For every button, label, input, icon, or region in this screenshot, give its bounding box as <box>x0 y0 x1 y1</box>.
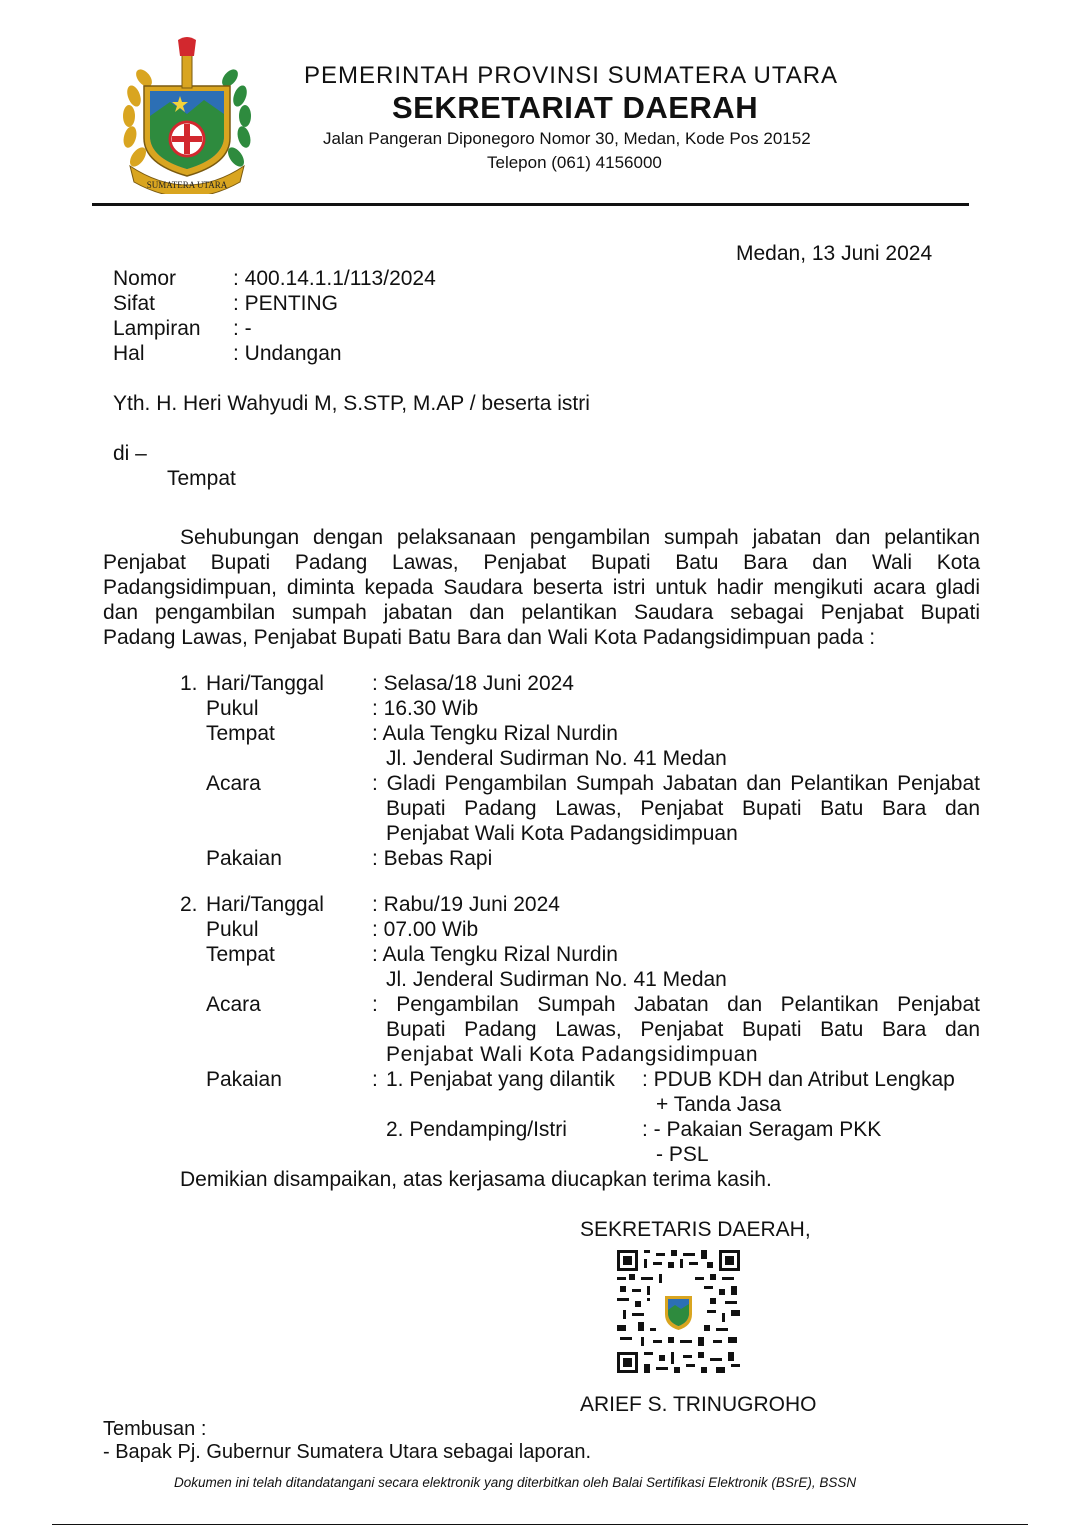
event1-tempat-label: Tempat <box>206 722 275 745</box>
letterhead-office: SEKRETARIAT DAERAH <box>392 90 759 125</box>
event2-pakaian-label: Pakaian <box>206 1068 282 1091</box>
body-line-3: Padangsidimpuan, diminta kepada Saudara beserta istri untuk hadir mengikuti acara gladi <box>103 576 980 599</box>
letter-date: Medan, 13 Juni 2024 <box>736 242 933 265</box>
event1-pukul-value: : 16.30 Wib <box>372 697 479 720</box>
event2-pakaian-item-2-extra: - PSL <box>656 1143 709 1166</box>
event2-tempat-address: Jl. Jenderal Sudirman No. 41 Medan <box>386 968 727 991</box>
province-crest-logo <box>120 36 254 194</box>
meta-label-nomor: Nomor <box>113 267 177 290</box>
meta-value-lampiran: : - <box>233 317 252 340</box>
signature-title: SEKRETARIS DAERAH, <box>580 1218 811 1241</box>
meta-value-hal: : Undangan <box>233 342 342 365</box>
closing-sentence: Demikian disampaikan, atas kerjasama diucapkan terima kasih. <box>180 1168 772 1191</box>
body-line-2: Penjabat Bupati Padang Lawas, Penjabat Bupati Batu Bara dan Wali Kota <box>103 551 980 574</box>
meta-value-sifat: : PENTING <box>233 292 339 315</box>
event2-pakaian-item-1-extra: + Tanda Jasa <box>656 1093 782 1116</box>
event1-acara-label: Acara <box>206 772 261 795</box>
event2-hari-label: Hari/Tanggal <box>206 893 324 916</box>
event1-number: 1. <box>180 672 198 695</box>
event2-pakaian-item-2: 2. Pendamping/Istri <box>386 1118 567 1141</box>
meta-label-hal: Hal <box>113 342 145 365</box>
event2-hari-value: : Rabu/19 Juni 2024 <box>372 893 560 916</box>
recipient-di: di – <box>113 442 147 465</box>
letterhead-government: PEMERINTAH PROVINSI SUMATERA UTARA <box>304 62 839 89</box>
event1-tempat-value: : Aula Tengku Rizal Nurdin <box>372 722 618 745</box>
letterhead-phone: Telepon (061) 4156000 <box>487 153 662 172</box>
event2-pukul-label: Pukul <box>206 918 259 941</box>
event2-tempat-value: : Aula Tengku Rizal Nurdin <box>372 943 618 966</box>
event1-acara-line-1: : Gladi Pengambilan Sumpah Jabatan dan Pelantikan Penjabat <box>372 772 980 795</box>
body-line-5: Padang Lawas, Penjabat Bupati Batu Bara dan Wali Kota Padangsidimpuan pada : <box>103 626 876 649</box>
crest-ribbon-text: SUMATERA UTARA <box>146 180 228 190</box>
event2-acara-line-2: Bupati Padang Lawas, Penjabat Bupati Batu Bara dan <box>386 1018 980 1041</box>
event1-pukul-label: Pukul <box>206 697 259 720</box>
event2-number: 2. <box>180 893 198 916</box>
event1-acara-line-2: Bupati Padang Lawas, Penjabat Bupati Batu Bara dan <box>386 797 980 820</box>
event2-tempat-label: Tempat <box>206 943 275 966</box>
tembusan-item: - Bapak Pj. Gubernur Sumatera Utara sebagai laporan. <box>103 1441 592 1463</box>
event1-pakaian-value: : Bebas Rapi <box>372 847 493 870</box>
meta-value-nomor: : 400.14.1.1/113/2024 <box>233 267 436 290</box>
event2-pakaian-item-1: 1. Penjabat yang dilantik <box>386 1068 615 1091</box>
event2-pakaian-item-1-value: : PDUB KDH dan Atribut Lengkap <box>642 1068 955 1091</box>
qr-code-signature <box>617 1250 740 1373</box>
tembusan-label: Tembusan : <box>103 1418 207 1440</box>
event2-acara-label: Acara <box>206 993 261 1016</box>
event2-acara-line-1: : Pengambilan Sumpah Jabatan dan Pelantikan Penjabat <box>372 993 980 1016</box>
letterhead-address: Jalan Pangeran Diponegoro Nomor 30, Medan, Kode Pos 20152 <box>323 129 811 148</box>
body-line-1: Sehubungan dengan pelaksanaan pengambilan sumpah jabatan dan pelantikan <box>180 526 980 549</box>
meta-label-lampiran: Lampiran <box>113 317 201 340</box>
letterhead-divider <box>92 203 969 206</box>
event2-pakaian-item-2-value: : - Pakaian Seragam PKK <box>642 1118 882 1141</box>
event1-hari-value: : Selasa/18 Juni 2024 <box>372 672 574 695</box>
body-line-4: dan pengambilan sumpah jabatan dan pelantikan Saudara sebagai Penjabat Bupati <box>103 601 980 624</box>
recipient-name: Yth. H. Heri Wahyudi M, S.STP, M.AP / beserta istri <box>113 392 590 415</box>
event1-pakaian-label: Pakaian <box>206 847 282 870</box>
event2-pukul-value: : 07.00 Wib <box>372 918 479 941</box>
event1-tempat-address: Jl. Jenderal Sudirman No. 41 Medan <box>386 747 727 770</box>
bottom-divider <box>52 1524 1028 1525</box>
event2-acara-line-3: Penjabat Wali Kota Padangsidimpuan <box>386 1043 759 1066</box>
meta-label-sifat: Sifat <box>113 292 156 315</box>
recipient-place: Tempat <box>167 467 236 490</box>
event1-acara-line-3: Penjabat Wali Kota Padangsidimpuan <box>386 822 738 845</box>
event2-pakaian-colon: : <box>372 1068 378 1091</box>
signature-name: ARIEF S. TRINUGROHO <box>580 1393 817 1416</box>
event1-hari-label: Hari/Tanggal <box>206 672 324 695</box>
e-signature-footer: Dokumen ini telah ditandatangani secara elektronik yang diterbitkan oleh Balai Sertifikasi Elektronik (BSrE), BSSN <box>174 1475 857 1490</box>
